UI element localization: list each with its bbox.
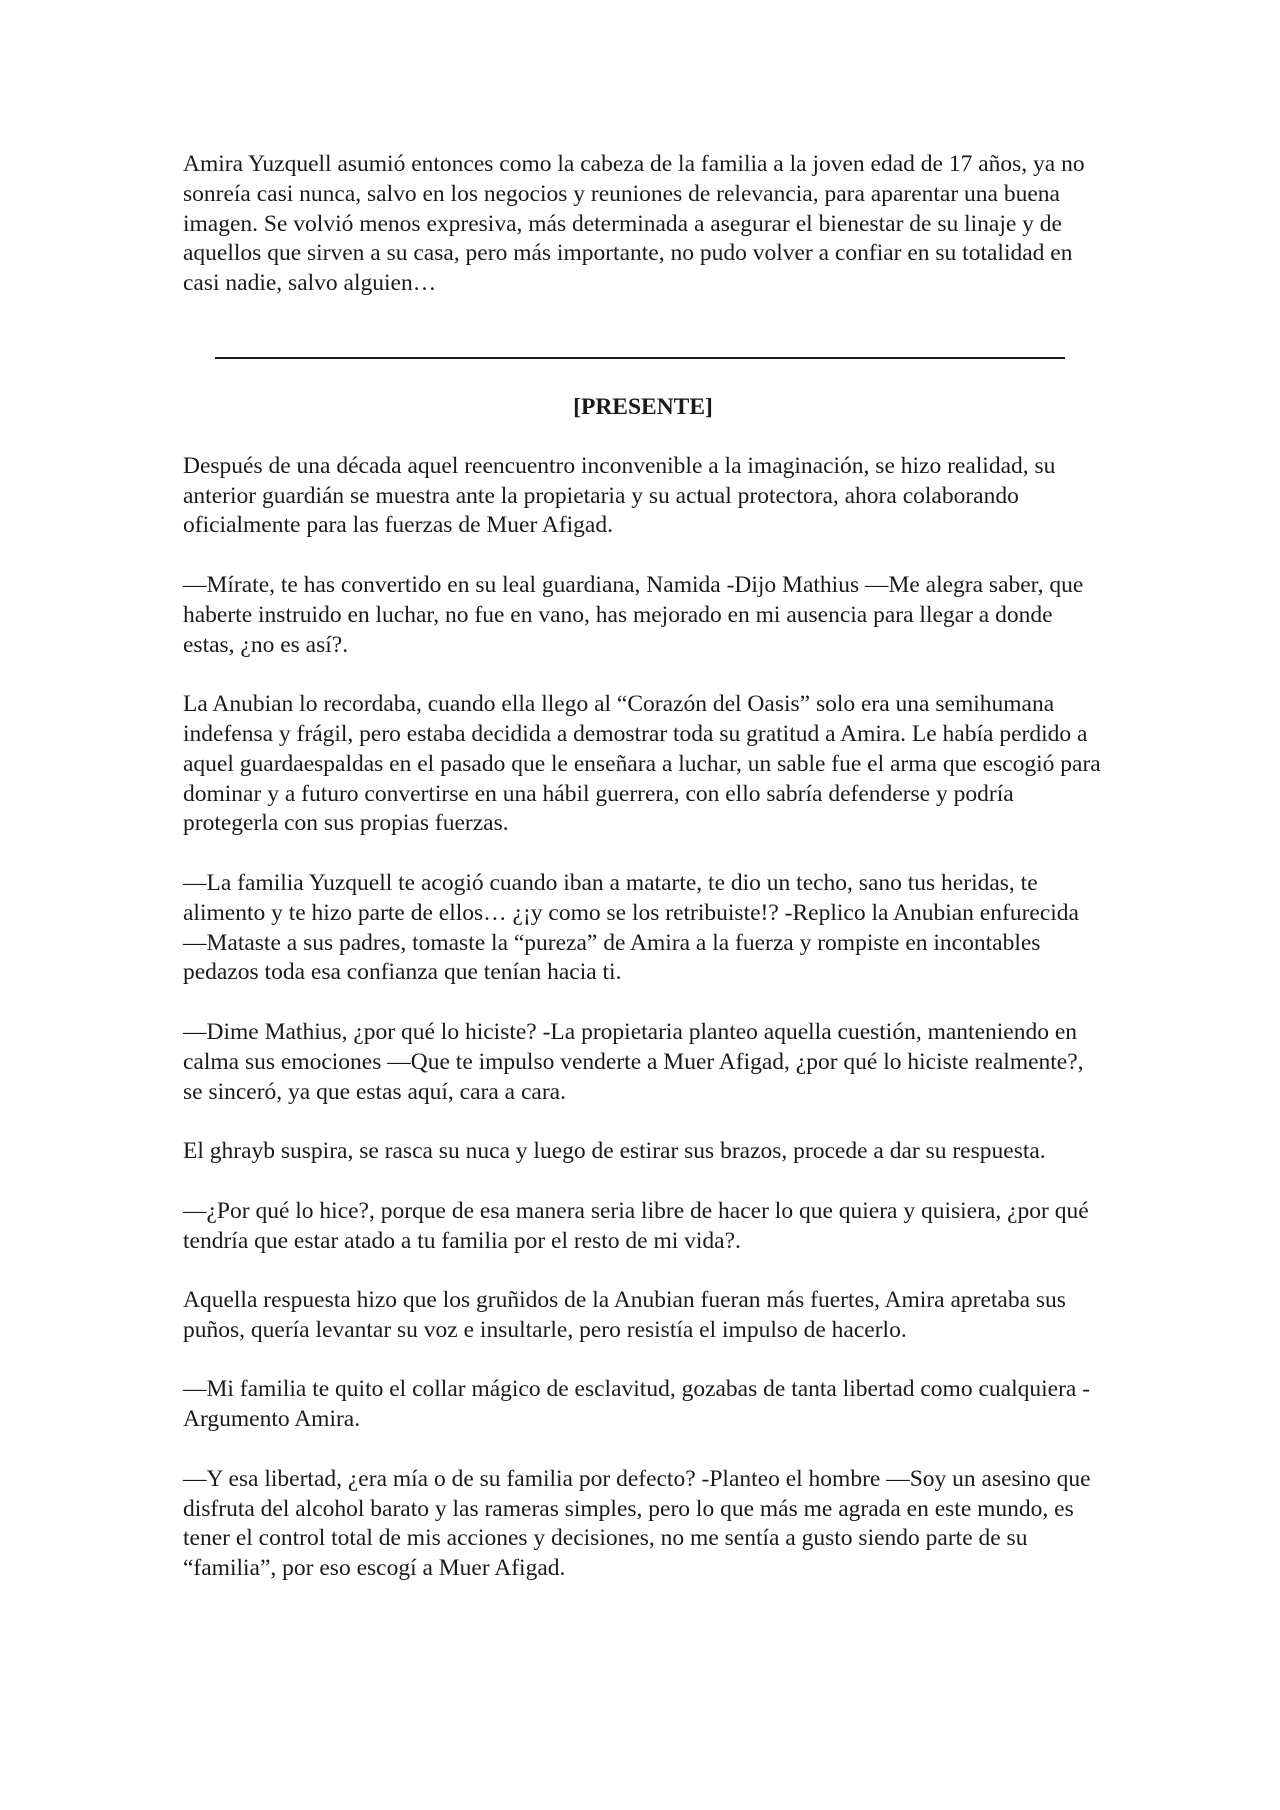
paragraph-4: —La familia Yuzquell te acogió cuando iban a matarte, te dio un techo, sano tus heridas, te alimento y te hizo parte de ellos… ¿¡y como se los retribuiste!? -Replico la Anubian enfurecida —Mataste a sus padres, tomaste la “pureza” de Amira a la fuerza y rompiste en incontables pedazos toda esa confianza que tenían hacia ti. — [183, 869, 1079, 986]
paragraph-1: Después de una década aquel reencuentro inconvenible a la imaginación, se hizo realidad, su anterior guardián se muestra ante la propietaria y su actual protectora, ahora colaborando oficialmente para las fuerzas de Muer Afigad. — [183, 452, 1056, 539]
paragraph-2: —Mírate, te has convertido en su leal guardiana, Namida -Dijo Mathius —Me alegra saber, que haberte instruido en luchar, no fue en vano, has mejorado en mi ausencia para llegar a donde estas, ¿no es así?. — [183, 571, 1084, 658]
document-body — [183, 150, 1103, 1614]
section-heading: [PRESENTE] — [573, 393, 713, 420]
paragraph-3: La Anubian lo recordaba, cuando ella llego al “Corazón del Oasis” solo era una semihumana indefensa y frágil, pero estaba decidida a demostrar toda su gratitud a Amira. Le había perdido a aquel guardaespaldas en el pasado que le enseñara a luchar, un sable fue el arma que escogió para dominar y a futuro convertirse en una hábil guerrera, con ello sabría defenderse y podría protegerla con sus propias fuerzas. — [183, 691, 1101, 837]
paragraph-5: —Dime Mathius, ¿por qué lo hiciste? -La propietaria planteo aquella cuestión, manteniendo en calma sus emociones —Que te impulso venderte a Muer Afigad, ¿por qué lo hiciste realmente?, se sinceró, ya que estas aquí, cara a cara. — [183, 1018, 1084, 1105]
paragraph-6: El ghrayb suspira, se rasca su nuca y luego de estirar sus brazos, procede a dar su respuesta. — [183, 1138, 1046, 1165]
paragraph-8: Aquella respuesta hizo que los gruñidos de la Anubian fueran más fuertes, Amira apretaba sus puños, quería levantar su voz e insultarle, pero resistía el impulso de hacerlo. — [183, 1287, 1066, 1343]
paragraph-7: —¿Por qué lo hice?, porque de esa manera seria libre de hacer lo que quiera y quisiera, ¿por qué tendría que estar atado a tu familia por el resto de mi vida?. — [183, 1197, 1089, 1254]
intro-paragraph: Amira Yuzquell asumió entonces como la cabeza de la familia a la joven edad de 17 años, ya no sonreía casi nunca, salvo en los negocios y reuniones de relevancia, para aparentar una buena imagen. Se volvió menos expresiva, más determinada a asegurar el bienestar de su linaje y de aquellos que sirven a su casa, pero más importante, no pudo volver a confiar en su totalidad en casi nadie, salvo alguien… — [183, 151, 1085, 297]
paragraph-9: —Mi familia te quito el collar mágico de esclavitud, gozabas de tanta libertad como cualquiera -Argumento Amira. — [183, 1376, 1091, 1433]
paragraph-10: —Y esa libertad, ¿era mía o de su familia por defecto? -Planteo el hombre —Soy un asesino que disfruta del alcohol barato y las rameras simples, pero lo que más me agrada en este mundo, es tener el control total de mis acciones y decisiones, no me sentía a gusto siendo parte de su “familia”, por eso escogí a Muer Afigad. — [183, 1465, 1091, 1582]
section-divider — [215, 357, 1065, 359]
